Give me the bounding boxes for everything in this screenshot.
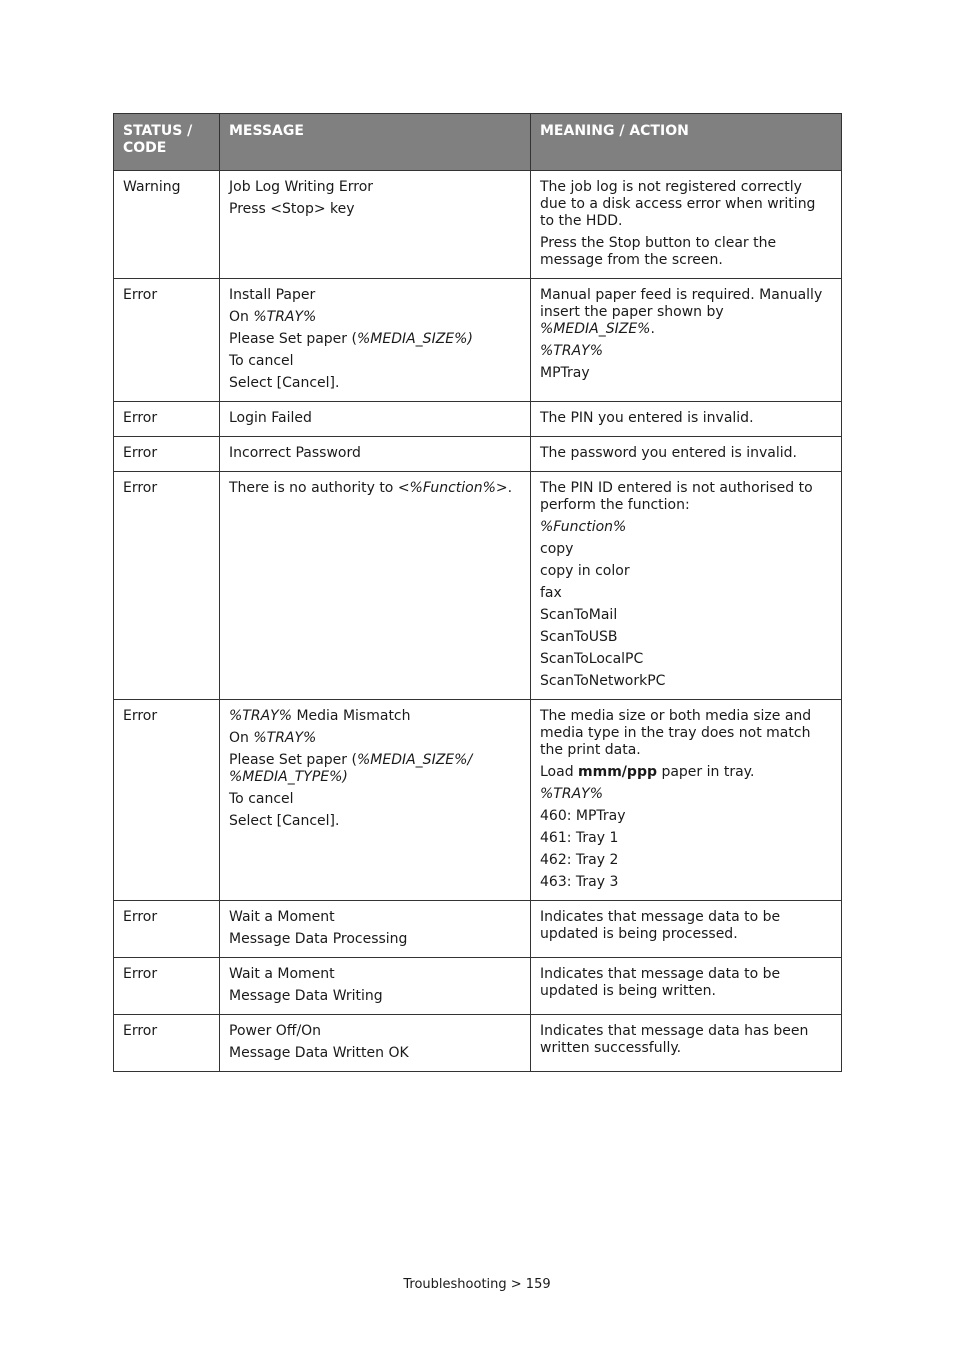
meaning-line xyxy=(540,909,832,943)
table-row xyxy=(114,700,842,901)
text-segment: ScanToNetworkPC xyxy=(540,673,666,689)
message-line xyxy=(229,931,521,948)
meaning-cell xyxy=(531,472,842,700)
status-cell: Error xyxy=(114,700,220,901)
message-cell xyxy=(220,1015,531,1072)
table-row xyxy=(114,958,842,1015)
meaning-line xyxy=(540,651,832,668)
meaning-cell xyxy=(531,700,842,901)
table-row xyxy=(114,1015,842,1072)
message-line xyxy=(229,353,521,370)
text-segment: The PIN you entered is invalid. xyxy=(540,410,754,426)
text-segment: %TRAY% xyxy=(253,309,317,325)
text-segment: Incorrect Password xyxy=(229,445,361,461)
message-line xyxy=(229,1023,521,1040)
meaning-line xyxy=(540,585,832,602)
text-segment: Job Log Writing Error xyxy=(229,179,374,195)
message-line xyxy=(229,791,521,808)
text-segment: Wait a Moment xyxy=(229,966,335,982)
text-segment: To cancel xyxy=(229,791,294,807)
message-line xyxy=(229,813,521,830)
text-segment: %TRAY% xyxy=(253,730,317,746)
message-cell xyxy=(220,901,531,958)
text-segment: Select [Cancel]. xyxy=(229,375,340,391)
message-line xyxy=(229,375,521,392)
text-segment: MPTray xyxy=(540,365,590,381)
meaning-line xyxy=(540,629,832,646)
table-row xyxy=(114,901,842,958)
text-segment: ScanToMail xyxy=(540,607,618,623)
text-segment: Message Data Processing xyxy=(229,931,408,947)
meaning-line xyxy=(540,764,832,781)
text-segment: Select [Cancel]. xyxy=(229,813,340,829)
status-cell: Error xyxy=(114,472,220,700)
meaning-line xyxy=(540,708,832,759)
message-cell xyxy=(220,958,531,1015)
meaning-line xyxy=(540,179,832,230)
status-cell: Error xyxy=(114,279,220,402)
message-line xyxy=(229,909,521,926)
meaning-cell xyxy=(531,901,842,958)
meaning-cell xyxy=(531,437,842,472)
header-message: MESSAGE xyxy=(220,114,531,171)
status-cell: Error xyxy=(114,1015,220,1072)
status-cell: Error xyxy=(114,901,220,958)
message-line xyxy=(229,410,521,427)
meaning-line xyxy=(540,287,832,338)
text-segment: 461: Tray 1 xyxy=(540,830,619,846)
meaning-cell xyxy=(531,279,842,402)
text-segment: copy xyxy=(540,541,574,557)
table-row xyxy=(114,437,842,472)
message-line xyxy=(229,331,521,348)
text-segment: On xyxy=(229,730,254,746)
text-segment: The password you entered is invalid. xyxy=(540,445,797,461)
meaning-line xyxy=(540,966,832,1000)
meaning-line xyxy=(540,410,832,427)
message-line xyxy=(229,480,521,497)
text-segment: <%Function%> xyxy=(397,480,508,496)
message-line xyxy=(229,730,521,747)
text-segment: %MEDIA_SIZE%) xyxy=(356,331,473,347)
meaning-line xyxy=(540,541,832,558)
message-cell xyxy=(220,402,531,437)
text-segment: Press the Stop button to clear the message from the screen. xyxy=(540,235,777,268)
meaning-cell xyxy=(531,402,842,437)
text-segment: Install Paper xyxy=(229,287,316,303)
text-segment: Power Off/On xyxy=(229,1023,322,1039)
message-cell xyxy=(220,437,531,472)
text-segment: The media size or both media size and media type in the tray does not match the print data. xyxy=(540,708,812,758)
meaning-line xyxy=(540,673,832,690)
meaning-line xyxy=(540,445,832,462)
text-segment: To cancel xyxy=(229,353,294,369)
meaning-cell xyxy=(531,1015,842,1072)
text-segment: Media Mismatch xyxy=(292,708,411,724)
message-cell xyxy=(220,700,531,901)
meaning-line xyxy=(540,563,832,580)
text-segment: . xyxy=(650,321,655,337)
meaning-line xyxy=(540,1023,832,1057)
text-segment: Indicates that message data has been written successfully. xyxy=(540,1023,809,1056)
text-segment: Login Failed xyxy=(229,410,312,426)
status-cell: Warning xyxy=(114,171,220,279)
text-segment: %MEDIA_SIZE% xyxy=(540,321,651,337)
status-cell: Error xyxy=(114,958,220,1015)
page-footer: Troubleshooting > 159 xyxy=(403,1277,551,1292)
text-segment: %Function% xyxy=(540,519,627,535)
meaning-line xyxy=(540,607,832,624)
message-line xyxy=(229,287,521,304)
message-cell xyxy=(220,472,531,700)
table-row xyxy=(114,279,842,402)
meaning-line xyxy=(540,343,832,360)
meaning-cell xyxy=(531,171,842,279)
message-line xyxy=(229,179,521,196)
text-segment: 462: Tray 2 xyxy=(540,852,619,868)
text-segment: Wait a Moment xyxy=(229,909,335,925)
text-segment: 463: Tray 3 xyxy=(540,874,619,890)
meaning-line xyxy=(540,480,832,514)
text-segment: ScanToLocalPC xyxy=(540,651,644,667)
message-line xyxy=(229,445,521,462)
table-row xyxy=(114,171,842,279)
text-segment: mmm/ppp xyxy=(578,764,657,780)
text-segment: Manual paper feed is required. Manually insert the paper shown by xyxy=(540,287,823,320)
message-cell xyxy=(220,279,531,402)
message-line xyxy=(229,988,521,1005)
text-segment: Please Set paper ( xyxy=(229,752,357,768)
meaning-line xyxy=(540,830,832,847)
table-header-row xyxy=(114,114,842,171)
text-segment: %TRAY% xyxy=(540,786,604,802)
message-line xyxy=(229,201,521,218)
header-meaning-action: MEANING / ACTION xyxy=(531,114,842,171)
message-line xyxy=(229,309,521,326)
text-segment: Message Data Written OK xyxy=(229,1045,409,1061)
text-segment: Indicates that message data to be updated is being written. xyxy=(540,966,781,999)
text-segment: copy in color xyxy=(540,563,630,579)
status-cell: Error xyxy=(114,437,220,472)
text-segment: %TRAY% xyxy=(540,343,604,359)
text-segment: %TRAY% xyxy=(229,708,293,724)
meaning-line xyxy=(540,235,832,269)
meaning-line xyxy=(540,786,832,803)
meaning-line xyxy=(540,365,832,382)
message-line xyxy=(229,708,521,725)
text-segment: On xyxy=(229,309,254,325)
text-segment: . xyxy=(507,480,513,496)
table-row xyxy=(114,402,842,437)
header-status-code: STATUS / CODE xyxy=(114,114,220,171)
table-body xyxy=(114,171,842,1072)
text-segment: Message Data Writing xyxy=(229,988,383,1004)
text-segment: The job log is not registered correctly due to a disk access error when writing to the HDD. xyxy=(540,179,816,229)
text-segment: Indicates that message data to be updated is being processed. xyxy=(540,909,781,942)
message-line xyxy=(229,966,521,983)
text-segment: Please Set paper ( xyxy=(229,331,357,347)
message-cell xyxy=(220,171,531,279)
status-message-table xyxy=(113,113,842,1072)
message-line xyxy=(229,752,521,786)
text-segment: There is no authority to xyxy=(229,480,398,496)
text-segment: paper in tray. xyxy=(657,764,755,780)
meaning-line xyxy=(540,852,832,869)
message-line xyxy=(229,1045,521,1062)
meaning-cell xyxy=(531,958,842,1015)
status-cell: Error xyxy=(114,402,220,437)
table-row xyxy=(114,472,842,700)
text-segment: 460: MPTray xyxy=(540,808,626,824)
meaning-line xyxy=(540,519,832,536)
text-segment: Press <Stop> key xyxy=(229,201,355,217)
text-segment: Load xyxy=(540,764,579,780)
text-segment: The PIN ID entered is not authorised to perform the function: xyxy=(540,480,813,513)
text-segment: ScanToUSB xyxy=(540,629,618,645)
text-segment: fax xyxy=(540,585,562,601)
meaning-line xyxy=(540,874,832,891)
text-segment: %MEDIA_SIZE%/ %MEDIA_TYPE%) xyxy=(229,752,473,785)
meaning-line xyxy=(540,808,832,825)
